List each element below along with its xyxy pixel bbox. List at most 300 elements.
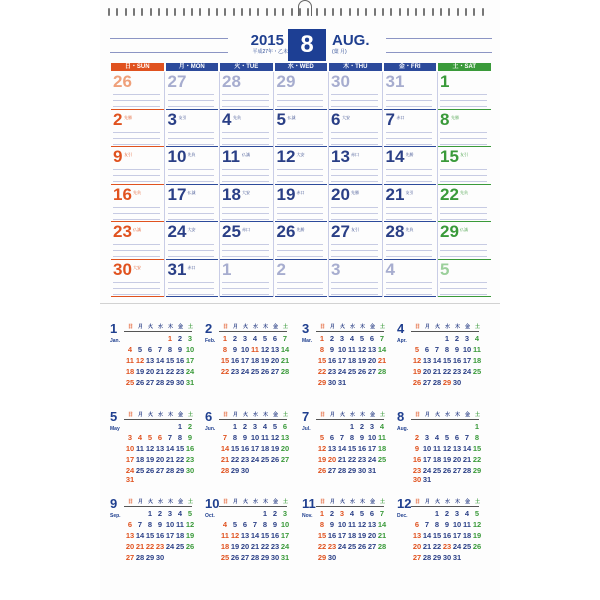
binding-coil bbox=[199, 8, 201, 16]
memo-line bbox=[386, 106, 433, 107]
mini-day: 28 bbox=[165, 466, 175, 475]
mini-day: 11 bbox=[433, 444, 441, 453]
mini-day: 24 bbox=[125, 466, 135, 475]
mini-day: 26 bbox=[412, 378, 422, 387]
mini-day: 15 bbox=[230, 444, 240, 453]
mini-day: 22 bbox=[347, 455, 357, 464]
rokuyo-label: 先勝 bbox=[351, 189, 359, 195]
mini-day: 23 bbox=[230, 367, 240, 376]
mini-day: 12 bbox=[230, 531, 240, 540]
mini-month-name: Jul. bbox=[302, 426, 311, 432]
memo-line bbox=[168, 219, 215, 220]
mini-day: 23 bbox=[412, 466, 422, 475]
mini-day: 15 bbox=[317, 531, 327, 540]
mini-day: 30 bbox=[412, 475, 422, 484]
mini-day: 14 bbox=[280, 345, 290, 354]
mini-day: 1 bbox=[444, 334, 450, 343]
mini-day: 24 bbox=[250, 455, 260, 464]
mini-day: 28 bbox=[250, 553, 260, 562]
mini-day: 13 bbox=[155, 444, 165, 453]
day-header: 金・FRI bbox=[384, 63, 437, 71]
mini-day: 20 bbox=[155, 455, 165, 464]
day-cell bbox=[438, 185, 491, 223]
binding-coil bbox=[316, 8, 318, 16]
day-cell bbox=[166, 185, 219, 223]
mini-weekday-head: 水 bbox=[252, 324, 258, 330]
mini-day: 8 bbox=[222, 345, 228, 354]
memo-line bbox=[331, 213, 378, 214]
memo-line bbox=[113, 219, 160, 220]
mini-day: 21 bbox=[155, 367, 165, 376]
mini-day: 18 bbox=[260, 444, 270, 453]
mini-day: 16 bbox=[175, 356, 185, 365]
memo-line bbox=[440, 181, 487, 182]
memo-line bbox=[222, 219, 269, 220]
memo-line bbox=[386, 138, 433, 139]
rokuyo-label: 友引 bbox=[405, 189, 414, 195]
mini-weekday-head: 木 bbox=[454, 324, 460, 330]
day-number: 26 bbox=[113, 72, 132, 91]
mini-weekday-head: 月 bbox=[232, 412, 238, 418]
mini-day: 13 bbox=[270, 345, 280, 354]
mini-month-name: Feb. bbox=[205, 338, 216, 344]
mini-weekday-head: 火 bbox=[242, 324, 248, 330]
mini-day: 1 bbox=[474, 422, 480, 431]
mini-day: 29 bbox=[175, 466, 185, 475]
memo-line bbox=[168, 132, 215, 133]
memo-line bbox=[331, 282, 378, 283]
header-era-note: 平成27年・乙未 bbox=[252, 49, 288, 55]
mini-day: 23 bbox=[155, 542, 165, 551]
mini-weekday-head: 金 bbox=[272, 412, 278, 418]
memo-line bbox=[440, 100, 487, 101]
memo-line bbox=[440, 294, 487, 295]
mini-day: 9 bbox=[329, 345, 335, 354]
mini-weekday-head: 水 bbox=[157, 499, 163, 505]
mini-day: 26 bbox=[357, 367, 367, 376]
mini-day: 5 bbox=[147, 433, 153, 442]
mini-weekday-head: 水 bbox=[444, 412, 450, 418]
mini-day: 8 bbox=[444, 345, 450, 354]
memo-line bbox=[386, 294, 433, 295]
day-cell bbox=[220, 147, 273, 185]
mini-day: 7 bbox=[167, 433, 173, 442]
mini-weekday-head: 土 bbox=[379, 499, 385, 505]
mini-day: 8 bbox=[177, 433, 183, 442]
mini-day: 16 bbox=[357, 444, 367, 453]
mini-day: 2 bbox=[157, 509, 163, 518]
mini-header-rule bbox=[124, 419, 192, 420]
mini-month-name: Sep. bbox=[110, 513, 121, 519]
mini-day: 14 bbox=[337, 444, 347, 453]
mini-day: 3 bbox=[464, 334, 470, 343]
memo-line bbox=[222, 244, 269, 245]
memo-line bbox=[113, 106, 160, 107]
mini-day: 21 bbox=[135, 542, 145, 551]
rokuyo-label: 友引 bbox=[178, 114, 187, 120]
day-number: 25 bbox=[222, 222, 241, 241]
mini-weekday-head: 土 bbox=[187, 412, 193, 418]
binding-coil bbox=[125, 8, 127, 16]
mini-day: 12 bbox=[357, 345, 367, 354]
mini-day: 24 bbox=[367, 455, 377, 464]
mini-day: 26 bbox=[472, 542, 482, 551]
mini-weekday-head: 火 bbox=[242, 499, 248, 505]
mini-day: 2 bbox=[177, 334, 183, 343]
day-cell bbox=[384, 72, 437, 110]
mini-day: 3 bbox=[252, 422, 258, 431]
memo-line bbox=[386, 244, 433, 245]
day-cell bbox=[384, 110, 437, 148]
mini-day: 19 bbox=[145, 455, 155, 464]
memo-line bbox=[331, 175, 378, 176]
mini-day: 9 bbox=[414, 444, 420, 453]
day-header: 火・TUE bbox=[220, 63, 273, 71]
memo-line bbox=[331, 256, 378, 257]
mini-day: 29 bbox=[472, 466, 482, 475]
mini-day: 28 bbox=[135, 553, 145, 562]
mini-day: 19 bbox=[357, 531, 367, 540]
day-number: 27 bbox=[331, 222, 350, 241]
mini-day: 11 bbox=[378, 433, 386, 442]
rokuyo-label: 赤口 bbox=[296, 189, 305, 195]
mini-day: 23 bbox=[327, 367, 337, 376]
mini-weekday-head: 土 bbox=[187, 324, 193, 330]
mini-month-number: 4 bbox=[397, 321, 405, 336]
day-number: 14 bbox=[385, 147, 405, 166]
binding-coil bbox=[390, 8, 392, 16]
mini-day: 17 bbox=[125, 455, 135, 464]
mini-day: 27 bbox=[125, 553, 135, 562]
mini-day: 3 bbox=[424, 433, 430, 442]
mini-day: 21 bbox=[280, 356, 290, 365]
mini-day: 11 bbox=[136, 444, 144, 453]
memo-line bbox=[277, 288, 324, 289]
mini-day: 26 bbox=[145, 466, 155, 475]
day-number: 22 bbox=[440, 184, 459, 204]
mini-day: 17 bbox=[367, 444, 377, 453]
mini-day: 30 bbox=[442, 553, 452, 562]
mini-header-rule bbox=[124, 331, 192, 332]
mini-day: 5 bbox=[414, 345, 420, 354]
memo-line bbox=[277, 250, 324, 251]
binding-coil bbox=[158, 8, 160, 16]
memo-line bbox=[331, 181, 378, 182]
mini-day: 9 bbox=[242, 433, 248, 442]
binding-coil bbox=[291, 8, 293, 16]
day-header: 土・SAT bbox=[438, 63, 491, 71]
mini-day: 11 bbox=[221, 531, 229, 540]
mini-weekday-head: 水 bbox=[349, 499, 355, 505]
mini-weekday-head: 木 bbox=[359, 499, 365, 505]
mini-weekday-head: 日 bbox=[414, 324, 420, 330]
mini-day: 19 bbox=[185, 531, 195, 540]
mini-day: 4 bbox=[349, 334, 355, 343]
mini-day: 8 bbox=[319, 520, 325, 529]
mini-day: 21 bbox=[220, 455, 230, 464]
mini-day: 15 bbox=[260, 531, 270, 540]
mini-day: 26 bbox=[317, 466, 327, 475]
mini-weekday-head: 金 bbox=[177, 412, 183, 418]
mini-day: 26 bbox=[230, 553, 240, 562]
day-number: 24 bbox=[167, 222, 187, 241]
mini-day: 2 bbox=[414, 433, 420, 442]
memo-line bbox=[386, 250, 433, 251]
memo-line bbox=[113, 207, 160, 208]
day-number: 19 bbox=[276, 184, 296, 204]
mini-day: 28 bbox=[377, 367, 387, 376]
binding-coil bbox=[174, 8, 176, 16]
mini-day: 9 bbox=[329, 520, 335, 529]
day-number: 18 bbox=[222, 184, 241, 204]
memo-line bbox=[168, 250, 215, 251]
day-number: 30 bbox=[113, 259, 132, 279]
mini-day: 31 bbox=[452, 553, 462, 562]
day-cell bbox=[329, 147, 382, 185]
mini-day: 12 bbox=[145, 444, 155, 453]
memo-line bbox=[386, 144, 433, 145]
mini-day: 31 bbox=[422, 475, 432, 484]
memo-line bbox=[331, 244, 378, 245]
mini-weekday-head: 土 bbox=[282, 412, 288, 418]
rokuyo-label: 大安 bbox=[133, 264, 141, 270]
mini-day: 30 bbox=[240, 466, 250, 475]
mini-day: 16 bbox=[327, 356, 337, 365]
binding-coil bbox=[448, 8, 450, 16]
mini-day: 15 bbox=[220, 356, 230, 365]
mini-weekday-head: 日 bbox=[414, 412, 420, 418]
mini-day: 20 bbox=[412, 542, 422, 551]
mini-day: 29 bbox=[230, 466, 240, 475]
mini-day: 18 bbox=[462, 531, 472, 540]
mini-weekday-head: 日 bbox=[319, 499, 325, 505]
memo-line bbox=[222, 256, 269, 257]
mini-month-name: May bbox=[110, 426, 120, 432]
binding-coil bbox=[299, 8, 301, 16]
memo-line bbox=[113, 138, 160, 139]
mini-day: 12 bbox=[270, 433, 280, 442]
mini-day: 7 bbox=[252, 520, 258, 529]
mini-month-name: Aug. bbox=[397, 426, 409, 432]
mini-day: 22 bbox=[230, 455, 240, 464]
mini-header-rule bbox=[124, 506, 192, 507]
day-number: 13 bbox=[331, 147, 350, 166]
mini-weekday-head: 土 bbox=[187, 499, 193, 505]
mini-day: 15 bbox=[317, 356, 327, 365]
binding-coil bbox=[150, 8, 152, 16]
mini-day: 1 bbox=[167, 334, 173, 343]
mini-day: 18 bbox=[135, 455, 145, 464]
mini-day: 9 bbox=[157, 520, 163, 529]
mini-day: 10 bbox=[240, 345, 250, 354]
mini-day: 12 bbox=[357, 520, 367, 529]
mini-day: 27 bbox=[270, 367, 280, 376]
header-month-japanese: (葉 月) bbox=[332, 49, 347, 55]
mini-day: 11 bbox=[261, 433, 269, 442]
mini-weekday-head: 日 bbox=[414, 499, 420, 505]
rokuyo-label: 大安 bbox=[342, 114, 350, 120]
memo-line bbox=[222, 288, 269, 289]
mini-day: 21 bbox=[462, 455, 472, 464]
memo-line bbox=[440, 288, 487, 289]
day-cell bbox=[329, 222, 382, 260]
memo-line bbox=[386, 169, 433, 170]
mini-day: 16 bbox=[270, 531, 280, 540]
header-month-number: 8 bbox=[288, 29, 326, 61]
memo-line bbox=[386, 132, 433, 133]
day-cell bbox=[438, 260, 491, 298]
binding-coil bbox=[307, 8, 309, 16]
memo-line bbox=[168, 282, 215, 283]
mini-day: 24 bbox=[280, 542, 290, 551]
memo-line bbox=[168, 288, 215, 289]
mini-weekday-head: 月 bbox=[329, 499, 335, 505]
mini-day: 25 bbox=[347, 542, 357, 551]
mini-day: 21 bbox=[432, 367, 442, 376]
mini-day: 23 bbox=[442, 542, 452, 551]
rokuyo-label: 仏滅 bbox=[242, 152, 250, 157]
memo-line bbox=[168, 207, 215, 208]
mini-day: 1 bbox=[232, 422, 238, 431]
day-number: 6 bbox=[331, 109, 341, 129]
binding-coil bbox=[208, 8, 210, 16]
mini-header-rule bbox=[219, 419, 287, 420]
memo-line bbox=[113, 100, 160, 101]
memo-line bbox=[277, 94, 324, 95]
day-cell bbox=[438, 222, 491, 260]
mini-month bbox=[110, 410, 200, 490]
mini-day: 20 bbox=[240, 542, 250, 551]
mini-weekday-head: 土 bbox=[379, 324, 385, 330]
mini-day: 14 bbox=[135, 531, 145, 540]
memo-line bbox=[386, 282, 433, 283]
memo-line bbox=[168, 100, 215, 101]
day-number: 17 bbox=[167, 184, 187, 204]
mini-day: 31 bbox=[337, 378, 347, 387]
rokuyo-label: 先負 bbox=[405, 227, 414, 232]
main-month-grid bbox=[110, 63, 492, 299]
mini-header-rule bbox=[411, 419, 479, 420]
mini-day: 30 bbox=[327, 378, 337, 387]
memo-line bbox=[331, 294, 378, 295]
mini-day: 26 bbox=[270, 455, 280, 464]
memo-line bbox=[277, 100, 324, 101]
mini-day: 16 bbox=[240, 444, 250, 453]
mini-weekday-head: 金 bbox=[369, 324, 375, 330]
mini-weekday-head: 金 bbox=[272, 324, 278, 330]
mini-day: 20 bbox=[280, 444, 290, 453]
memo-line bbox=[386, 94, 433, 95]
mini-day: 3 bbox=[242, 334, 248, 343]
mini-month bbox=[397, 410, 487, 490]
day-number: 21 bbox=[385, 184, 405, 204]
mini-day: 14 bbox=[462, 444, 472, 453]
mini-day: 29 bbox=[165, 378, 175, 387]
memo-line bbox=[331, 132, 378, 133]
mini-day: 18 bbox=[250, 356, 260, 365]
memo-line bbox=[222, 100, 269, 101]
mini-day: 2 bbox=[232, 334, 238, 343]
day-number: 2 bbox=[113, 109, 123, 129]
rokuyo-label: 赤口 bbox=[187, 264, 196, 270]
mini-month-number: 7 bbox=[302, 409, 310, 424]
mini-day: 10 bbox=[367, 433, 377, 442]
memo-line bbox=[440, 213, 487, 214]
mini-day: 24 bbox=[422, 466, 432, 475]
mini-day: 2 bbox=[272, 509, 278, 518]
mini-day: 21 bbox=[250, 542, 260, 551]
mini-day: 5 bbox=[137, 345, 143, 354]
mini-day: 10 bbox=[125, 444, 135, 453]
mini-weekday-head: 月 bbox=[232, 324, 238, 330]
binding-coil bbox=[457, 8, 459, 16]
day-cell bbox=[275, 260, 328, 298]
mini-month-number: 2 bbox=[205, 321, 213, 336]
mini-day: 4 bbox=[464, 509, 470, 518]
mini-day: 12 bbox=[135, 356, 145, 365]
mini-day: 31 bbox=[125, 475, 135, 484]
mini-weekday-head: 月 bbox=[232, 499, 238, 505]
mini-day: 6 bbox=[454, 433, 460, 442]
day-cell bbox=[166, 222, 219, 260]
mini-day: 26 bbox=[357, 542, 367, 551]
binding-coil bbox=[382, 8, 384, 16]
mini-day: 6 bbox=[329, 433, 335, 442]
binding-coil bbox=[141, 8, 143, 16]
day-number: 30 bbox=[331, 72, 350, 91]
day-cell bbox=[384, 185, 437, 223]
mini-day: 28 bbox=[155, 378, 165, 387]
mini-day: 15 bbox=[347, 444, 357, 453]
binding-coil bbox=[274, 8, 276, 16]
day-cell bbox=[275, 222, 328, 260]
mini-day: 17 bbox=[165, 531, 175, 540]
binding-coil bbox=[108, 8, 110, 16]
mini-day: 27 bbox=[367, 367, 377, 376]
mini-day: 27 bbox=[280, 455, 290, 464]
mini-day: 4 bbox=[262, 422, 268, 431]
day-cell bbox=[438, 147, 491, 185]
mini-month-number: 9 bbox=[110, 496, 118, 511]
mini-day: 31 bbox=[185, 378, 195, 387]
memo-line bbox=[222, 144, 269, 145]
mini-day: 27 bbox=[145, 378, 155, 387]
day-number: 1 bbox=[440, 72, 450, 91]
mini-day: 3 bbox=[339, 509, 345, 518]
mini-day: 11 bbox=[463, 520, 471, 529]
mini-day: 21 bbox=[422, 542, 432, 551]
mini-month-name: Jun. bbox=[205, 426, 216, 432]
rokuyo-label: 友引 bbox=[124, 152, 132, 157]
mini-month-name: Nov. bbox=[302, 513, 313, 519]
mini-day: 1 bbox=[319, 509, 325, 518]
mini-weekday-head: 木 bbox=[262, 324, 268, 330]
mini-day: 28 bbox=[280, 367, 290, 376]
memo-line bbox=[331, 288, 378, 289]
day-number: 27 bbox=[167, 72, 187, 91]
mini-day: 1 bbox=[349, 422, 355, 431]
memo-line bbox=[386, 100, 433, 101]
memo-line bbox=[331, 106, 378, 107]
mini-day: 26 bbox=[185, 542, 195, 551]
memo-line bbox=[113, 169, 160, 170]
rokuyo-label: 友引 bbox=[351, 227, 359, 232]
mini-day: 14 bbox=[220, 444, 230, 453]
mini-day: 14 bbox=[155, 356, 165, 365]
day-number: 16 bbox=[113, 184, 132, 204]
day-number: 31 bbox=[385, 72, 405, 91]
mini-month-name: Mar. bbox=[302, 338, 313, 344]
